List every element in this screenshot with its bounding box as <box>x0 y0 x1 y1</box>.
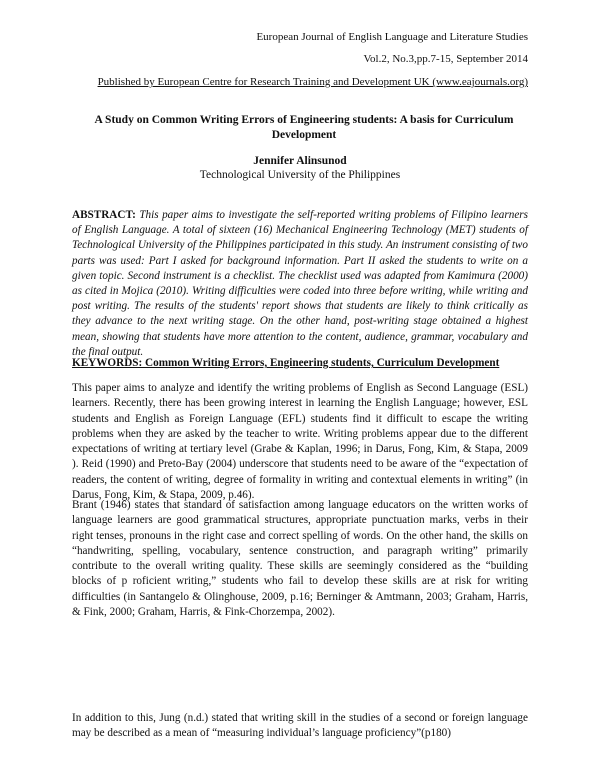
body-paragraph-1: This paper aims to analyze and identify the writing problems of English as Second Language (ESL) learners. Recently, there has been growing interest in learning the English Language; however, ESL students and English as Foreign Language (EFL) students find it difficult to escape the writing problems when they are asked by the teacher to write. Writing problems appear due to the different expectations of writing at tertiary level (Grabe & Kaplan, 1996; in Darus, Fong, Kim, & Stapa, 2009 ). Reid (1990) and Preto-Bay (2004) underscore that students need to be aware of the “expectation of readers, the content of writing, degree of formality in writing and contextual elements in writing” (in Darus, Fong, Kim, & Stapa, 2009, p.46). <box>72 382 528 502</box>
body-paragraph-3: In addition to this, Jung (n.d.) stated that writing skill in the studies of a second or foreign language may be described as a mean of “measuring individual’s language proficiency”(p180) <box>72 712 528 740</box>
body-paragraph-2: Brant (1946) states that standard of satisfaction among language educators on the written works of language learners are good grammatical structures, appropriate punctuation marks, verbs in their right tenses, pronouns in the right case and correct spelling of words. On the other hand, the skills on “handwriting, spelling, vocabulary, sentence construction, and paragraph writing” primarily contribute to the overall writing quality. These skills are seemingly considered as the “building blocks of p roficient writing,” students who fail to develop these skills are at risk for writing difficulties (in Santangelo & Olinghouse, 2009, p.16; Berninger & Amtmann, 2003; Graham, Harris, & Fink, 2000; Graham, Harris, & Fink-Chorzempa, 2002). <box>72 499 528 619</box>
abstract-label: ABSTRACT: <box>72 209 136 221</box>
abstract-text: This paper aims to investigate the self-reported writing problems of Filipino learners of English Language. A total of sixteen (16) Mechanical Engineering Technology (MET) students of Technological University of the Philippines participated in this study. An instrument consisting of two parts was used: Part I asked for background information. Part II asked the students to write on a given topic. Second instrument is a checklist. The checklist used was adapted from Kamimura (2000) as cited in Mojica (2010). Writing difficulties were coded into three before writing, while writing and post writing. The results of the students' report shows that students are likely to think critically as they advance to the next writing stage. On the other hand, post-writing stage obtained a highest mean, showing that students have more attention to the content, audience, grammar, vocabulary and the final output. <box>72 209 528 358</box>
volume-info: Vol.2, No.3,pp.7-15, September 2014 <box>363 53 528 65</box>
author-affiliation: Technological University of the Philippines <box>199 169 401 181</box>
journal-name: European Journal of English Language and Literature Studies <box>256 31 528 43</box>
abstract <box>72 208 528 360</box>
paper-title: A Study on Common Writing Errors of Engineering students: A basis for Curriculum Development <box>94 114 514 141</box>
publisher-line: Published by European Centre for Research Training and Development UK (www.eajournals.org) <box>97 76 528 88</box>
author-name: Jennifer Alinsunod <box>253 155 347 167</box>
keywords: KEYWORDS: Common Writing Errors, Engineering students, Curriculum Development <box>72 357 500 369</box>
